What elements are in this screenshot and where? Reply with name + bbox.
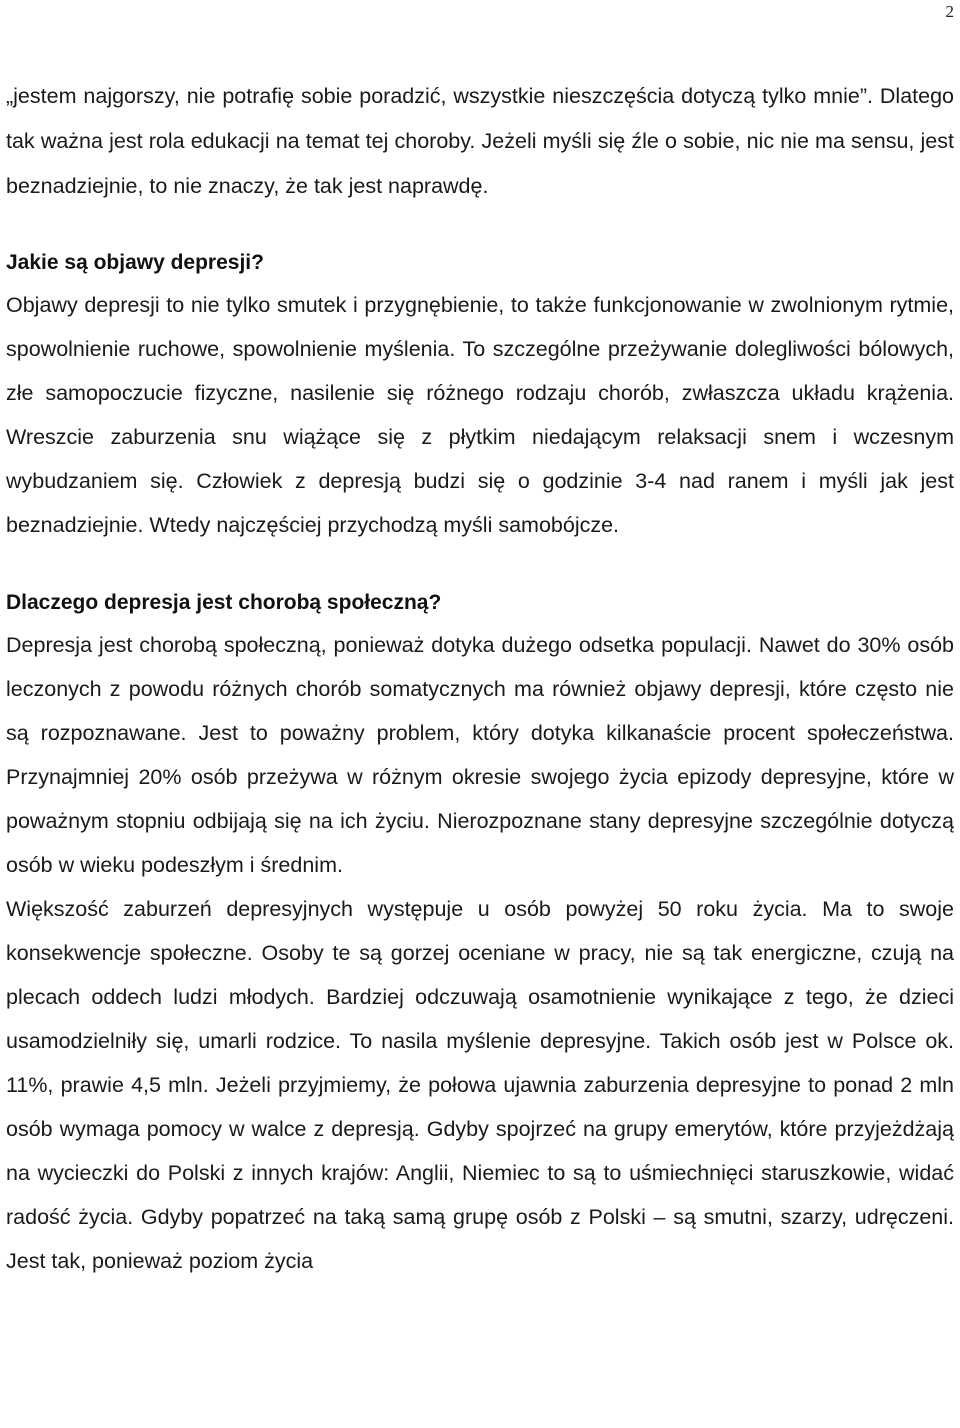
page-number: 2 [945,2,954,21]
heading-symptoms: Jakie są objawy depresji? [6,251,264,274]
intro-paragraph: „jestem najgorszy, nie potrafię sobie poradzić, wszystkie nieszczęścia dotyczą tylko mnie”. Dlatego tak ważna jest rola edukacji na temat tej choroby. Jeżeli myśli się źle o sobie, nic nie ma sensu, jest beznadziejnie, to nie znaczy, że tak jest naprawdę. [6,84,954,198]
social-paragraph-1: Depresja jest chorobą społeczną, ponieważ dotyka dużego odsetka populacji. Nawet do 30% osób leczonych z powodu różnych chorób somatycznych ma również objawy depresji, które często nie są rozpoznawane. Jest to poważny problem, który dotyka kilkanaście procent społeczeństwa. Przynajmniej 20% osób przeżywa w różnym okresie swojego życia epizody depresyjne, które w poważnym stopniu odbijają się na ich życiu. Nierozpoznane stany depresyjne szczególnie dotyczą osób w wieku podeszłym i średnim. [6,633,954,877]
social-paragraph-2: Większość zaburzeń depresyjnych występuje u osób powyżej 50 roku życia. Ma to swoje konsekwencje społeczne. Osoby te są gorzej oceniane w pracy, nie są tak energiczne, czują na plecach oddech ludzi młodych. Bardziej odczuwają osamotnienie wynikające z tego, że dzieci usamodzielniły się, umarli rodzice. To nasila myślenie depresyjne. Takich osób jest w Polsce ok. 11%, prawie 4,5 mln. Jeżeli przyjmiemy, że połowa ujawnia zaburzenia depresyjne to ponad 2 mln osób wymaga pomocy w walce z depresją. Gdyby spojrzeć na grupy emerytów, które przyjeżdżają na wycieczki do Polski z innych krajów: Anglii, Niemiec to są to uśmiechnięci staruszkowie, widać radość życia. Gdyby popatrzeć na taką samą grupę osób z Polski – są smutni, szarzy, udręczeni. Jest tak, ponieważ poziom życia [6,897,954,1273]
symptoms-paragraph: Objawy depresji to nie tylko smutek i przygnębienie, to także funkcjonowanie w zwolnionym rytmie, spowolnienie ruchowe, spowolnienie myślenia. To szczególne przeżywanie dolegliwości bólowych, złe samopoczucie fizyczne, nasilenie się różnego rodzaju chorób, zwłaszcza układu krążenia. Wreszcie zaburzenia snu wiążące się z płytkim niedającym relaksacji snem i wczesnym wybudzaniem się. Człowiek z depresją budzi się o godzinie 3-4 nad ranem i myśli jak jest beznadziejnie. Wtedy najczęściej przychodzą myśli samobójcze. [6,293,954,537]
document-body [6,74,954,1283]
heading-social-disease: Dlaczego depresja jest chorobą społeczną? [6,591,442,614]
